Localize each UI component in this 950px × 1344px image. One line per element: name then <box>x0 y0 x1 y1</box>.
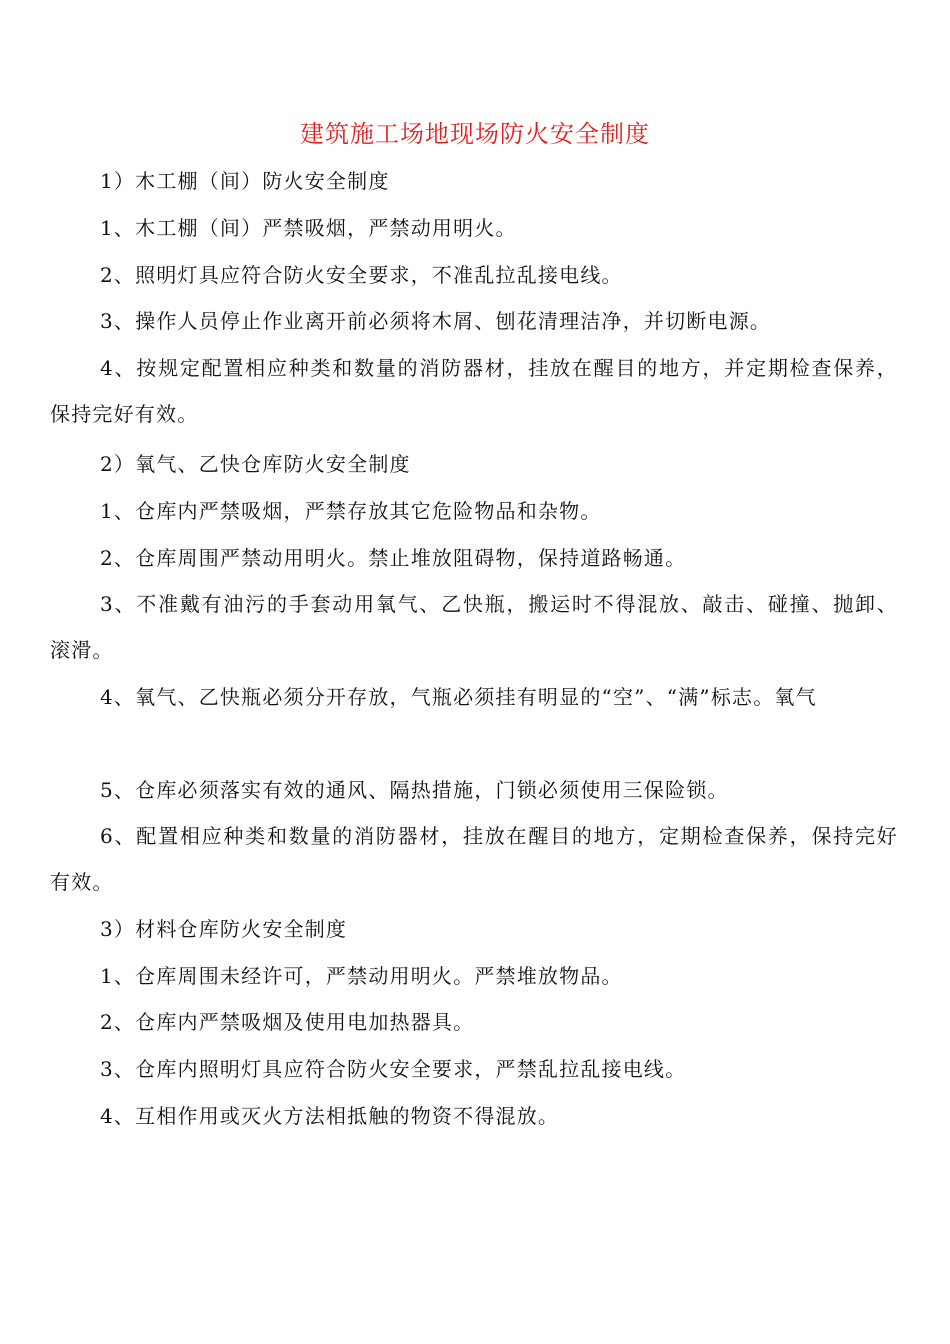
paragraph: 3、不准戴有油污的手套动用氧气、乙快瓶，搬运时不得混放、敲击、碰撞、抛卸、滚滑。 <box>50 592 898 662</box>
paragraph: 3、仓库内照明灯具应符合防火安全要求，严禁乱拉乱接电线。 <box>100 1057 687 1081</box>
section-heading-3: 3）材料仓库防火安全制度 <box>100 917 348 941</box>
paragraph: 6、配置相应种类和数量的消防器材，挂放在醒目的地方，定期检查保养，保持完好有效。 <box>50 824 898 894</box>
section-heading-1: 1）木工棚（间）防火安全制度 <box>100 169 390 193</box>
document-title: 建筑施工场地现场防火安全制度 <box>300 120 650 148</box>
paragraph: 5、仓库必须落实有效的通风、隔热措施，门锁必须使用三保险锁。 <box>100 778 729 802</box>
paragraph: 1、仓库内严禁吸烟，严禁存放其它危险物品和杂物。 <box>100 499 602 523</box>
paragraph: 1、木工棚（间）严禁吸烟，严禁动用明火。 <box>100 216 517 240</box>
paragraph: 2、仓库周围严禁动用明火。禁止堆放阻碍物，保持道路畅通。 <box>100 546 687 570</box>
paragraph: 2、仓库内严禁吸烟及使用电加热器具。 <box>100 1010 475 1034</box>
paragraph: 4、按规定配置相应种类和数量的消防器材，挂放在醒目的地方，并定期检查保养，保持完好有效。 <box>50 356 898 426</box>
paragraph: 4、氧气、乙快瓶必须分开存放，气瓶必须挂有明显的“空”、“满”标志。氧气 <box>100 685 817 709</box>
paragraph: 1、仓库周围未经许可，严禁动用明火。严禁堆放物品。 <box>100 964 623 988</box>
paragraph: 4、互相作用或灭火方法相抵触的物资不得混放。 <box>100 1104 560 1128</box>
section-heading-2: 2）氧气、乙快仓库防火安全制度 <box>100 452 411 476</box>
paragraph: 2、照明灯具应符合防火安全要求，不准乱拉乱接电线。 <box>100 263 623 287</box>
paragraph: 3、操作人员停止作业离开前必须将木屑、刨花清理洁净，并切断电源。 <box>100 309 772 333</box>
